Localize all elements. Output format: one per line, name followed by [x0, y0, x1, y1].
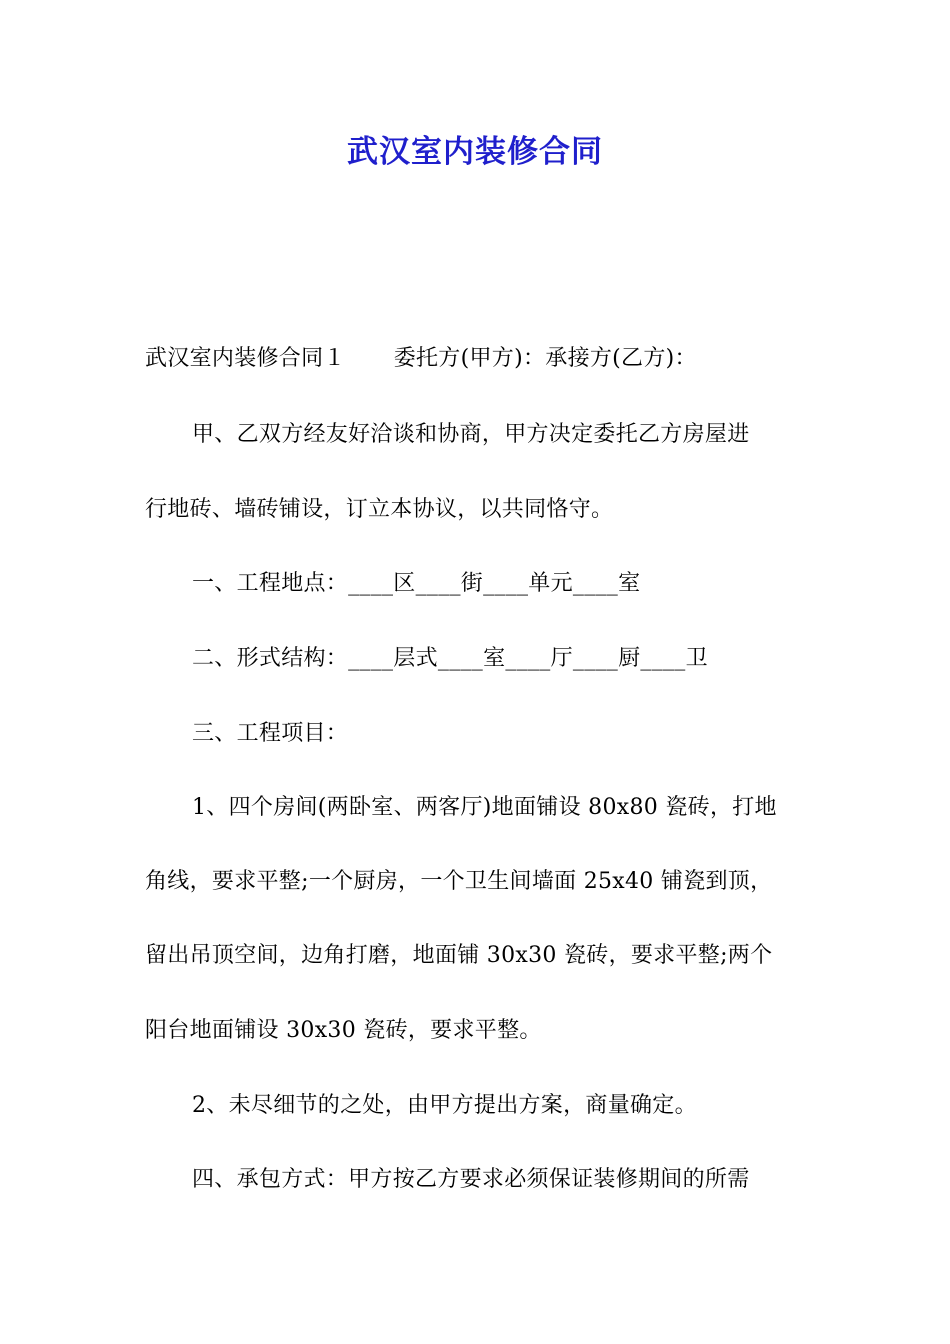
parties-label: 委托方(甲方)：承接方(乙方)：	[393, 346, 697, 371]
section-heading: 三、工程项目：	[192, 721, 349, 746]
paragraph-line: 甲、乙双方经友好洽谈和协商，甲方决定委托乙方房屋进	[192, 422, 750, 447]
contract-header-line	[145, 341, 815, 377]
project-location-line: 一、工程地点：____区____街____单元____室	[192, 571, 641, 596]
paragraph-line: 角线，要求平整;一个厨房，一个卫生间墙面 25x40 铺瓷到顶，	[145, 869, 773, 894]
paragraph-line: 2、未尽细节的之处，由甲方提出方案，商量确定。	[192, 1093, 697, 1118]
contract-name: 武汉室内装修合同１	[145, 346, 346, 371]
paragraph-line: 阳台地面铺设 30x30 瓷砖，要求平整。	[145, 1018, 542, 1043]
paragraph-line: 1、四个房间(两卧室、两客厅)地面铺设 80x80 瓷砖，打地	[192, 795, 777, 820]
document-title: 武汉室内装修合同	[347, 134, 603, 170]
paragraph-line: 行地砖、墙砖铺设，订立本协议，以共同恪守。	[145, 497, 614, 522]
paragraph-line: 四、承包方式：甲方按乙方要求必须保证装修期间的所需	[192, 1167, 750, 1192]
paragraph-line: 留出吊顶空间，边角打磨，地面铺 30x30 瓷砖，要求平整;两个	[145, 943, 773, 968]
structure-form-line: 二、形式结构：____层式____室____厅____厨____卫	[192, 646, 708, 671]
